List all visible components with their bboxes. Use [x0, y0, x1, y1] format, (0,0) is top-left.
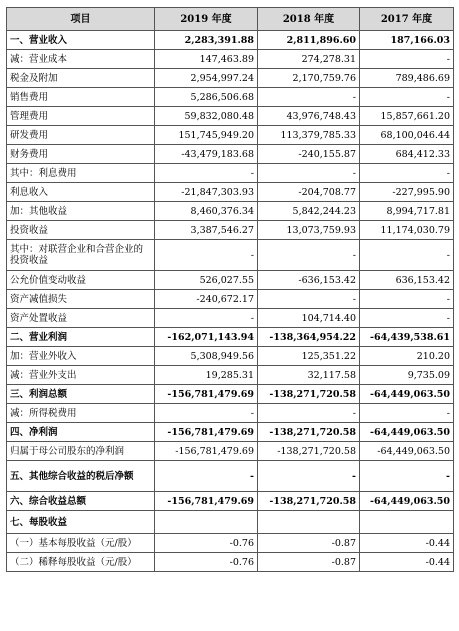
table-row	[7, 347, 454, 366]
value-2018: 274,278.31	[258, 50, 360, 69]
row-label: 二、营业利润	[7, 328, 155, 347]
table-row	[7, 553, 454, 572]
table-row	[7, 366, 454, 385]
row-label: 一、营业收入	[7, 31, 155, 50]
table-row	[7, 183, 454, 202]
table-row	[7, 385, 454, 404]
table-row	[7, 145, 454, 164]
value-2019: -	[155, 461, 258, 492]
value-2017: -227,995.90	[360, 183, 454, 202]
value-2017: 11,174,030.79	[360, 221, 454, 240]
value-2017: -64,449,063.50	[360, 442, 454, 461]
table-row	[7, 534, 454, 553]
value-2019: 2,954,997.24	[155, 69, 258, 88]
row-label: 减：营业外支出	[7, 366, 155, 385]
value-2018: 43,976,748.43	[258, 107, 360, 126]
table-row	[7, 107, 454, 126]
value-2018: 113,379,785.33	[258, 126, 360, 145]
value-2018: -	[258, 404, 360, 423]
value-2018: -138,271,720.58	[258, 492, 360, 511]
value-2017: 684,412.33	[360, 145, 454, 164]
value-2017: 636,153.42	[360, 271, 454, 290]
value-2018: -138,271,720.58	[258, 385, 360, 404]
value-2018: -636,153.42	[258, 271, 360, 290]
row-label: 归属于母公司股东的净利润	[7, 442, 155, 461]
value-2017: -64,439,538.61	[360, 328, 454, 347]
value-2017: -	[360, 50, 454, 69]
row-label: （二）稀释每股收益（元/股）	[7, 553, 155, 572]
value-2019: -	[155, 164, 258, 183]
value-2019: 19,285.31	[155, 366, 258, 385]
value-2017: -	[360, 240, 454, 271]
value-2018: 2,170,759.76	[258, 69, 360, 88]
value-2018: 5,842,244.23	[258, 202, 360, 221]
table-row	[7, 492, 454, 511]
value-2019: 2,283,391.88	[155, 31, 258, 50]
value-2018: -	[258, 461, 360, 492]
table-row	[7, 164, 454, 183]
value-2018: -138,271,720.58	[258, 442, 360, 461]
row-label: 资产减值损失	[7, 290, 155, 309]
value-2017: 15,857,661.20	[360, 107, 454, 126]
value-2018: 104,714.40	[258, 309, 360, 328]
value-2019: 59,832,080.48	[155, 107, 258, 126]
table-row	[7, 50, 454, 69]
table-row	[7, 202, 454, 221]
value-2019: -240,672.17	[155, 290, 258, 309]
table-row	[7, 511, 454, 534]
value-2019: -156,781,479.69	[155, 423, 258, 442]
table-row	[7, 309, 454, 328]
row-label: 减：营业成本	[7, 50, 155, 69]
value-2019: -	[155, 240, 258, 271]
value-2019: -0.76	[155, 553, 258, 572]
value-2018	[258, 511, 360, 534]
table-row	[7, 31, 454, 50]
value-2018: -138,364,954.22	[258, 328, 360, 347]
income-statement-sheet	[6, 7, 453, 572]
row-label: 投资收益	[7, 221, 155, 240]
income-statement-table	[6, 7, 454, 572]
value-2019: -162,071,143.94	[155, 328, 258, 347]
value-2019: 147,463.89	[155, 50, 258, 69]
value-2017: 9,735.09	[360, 366, 454, 385]
value-2018: 32,117.58	[258, 366, 360, 385]
value-2019: -156,781,479.69	[155, 385, 258, 404]
table-row	[7, 88, 454, 107]
value-2018: -138,271,720.58	[258, 423, 360, 442]
row-label: 资产处置收益	[7, 309, 155, 328]
value-2019: -	[155, 404, 258, 423]
row-label: 六、综合收益总额	[7, 492, 155, 511]
value-2019: -0.76	[155, 534, 258, 553]
table-row	[7, 423, 454, 442]
row-label: 财务费用	[7, 145, 155, 164]
table-row	[7, 461, 454, 492]
header-2019: 2019 年度	[155, 8, 258, 31]
header-row	[7, 8, 454, 31]
value-2018: -	[258, 164, 360, 183]
table-row	[7, 240, 454, 271]
value-2018: -240,155.87	[258, 145, 360, 164]
table-row	[7, 404, 454, 423]
value-2019: -	[155, 309, 258, 328]
value-2017: -64,449,063.50	[360, 385, 454, 404]
row-label: 其中：利息费用	[7, 164, 155, 183]
row-label: 销售费用	[7, 88, 155, 107]
value-2018: -	[258, 240, 360, 271]
value-2019: 526,027.55	[155, 271, 258, 290]
value-2018: 2,811,896.60	[258, 31, 360, 50]
row-label: 七、每股收益	[7, 511, 155, 534]
value-2017: -64,449,063.50	[360, 423, 454, 442]
row-label: （一）基本每股收益（元/股）	[7, 534, 155, 553]
row-label: 利息收入	[7, 183, 155, 202]
value-2017: 68,100,046.44	[360, 126, 454, 145]
value-2017	[360, 511, 454, 534]
value-2019: -21,847,303.93	[155, 183, 258, 202]
value-2019: 3,387,546.27	[155, 221, 258, 240]
value-2018: -0.87	[258, 534, 360, 553]
value-2018: -	[258, 88, 360, 107]
row-label: 公允价值变动收益	[7, 271, 155, 290]
value-2018: -204,708.77	[258, 183, 360, 202]
table-row	[7, 69, 454, 88]
table-row	[7, 126, 454, 145]
header-item: 项目	[7, 8, 155, 31]
table-row	[7, 290, 454, 309]
value-2017: 210.20	[360, 347, 454, 366]
value-2017: -	[360, 290, 454, 309]
row-label: 加：其他收益	[7, 202, 155, 221]
header-2018: 2018 年度	[258, 8, 360, 31]
value-2017: -64,449,063.50	[360, 492, 454, 511]
value-2019	[155, 511, 258, 534]
table-row	[7, 221, 454, 240]
value-2017: 187,166.03	[360, 31, 454, 50]
table-body	[7, 31, 454, 572]
value-2019: 8,460,376.34	[155, 202, 258, 221]
value-2017: 8,994,717.81	[360, 202, 454, 221]
value-2019: 5,308,949.56	[155, 347, 258, 366]
value-2019: -156,781,479.69	[155, 492, 258, 511]
value-2018: -	[258, 290, 360, 309]
row-label: 其中：对联营企业和合营企业的投资收益	[7, 240, 155, 271]
value-2019: -156,781,479.69	[155, 442, 258, 461]
value-2017: -	[360, 309, 454, 328]
table-row	[7, 271, 454, 290]
value-2019: 5,286,506.68	[155, 88, 258, 107]
value-2017: -0.44	[360, 534, 454, 553]
header-2017: 2017 年度	[360, 8, 454, 31]
row-label: 税金及附加	[7, 69, 155, 88]
table-row	[7, 328, 454, 347]
value-2017: -	[360, 164, 454, 183]
row-label: 三、利润总额	[7, 385, 155, 404]
value-2017: -	[360, 461, 454, 492]
row-label: 加：营业外收入	[7, 347, 155, 366]
row-label: 研发费用	[7, 126, 155, 145]
value-2018: 125,351.22	[258, 347, 360, 366]
value-2017: -0.44	[360, 553, 454, 572]
value-2018: -0.87	[258, 553, 360, 572]
value-2017: -	[360, 404, 454, 423]
row-label: 五、其他综合收益的税后净额	[7, 461, 155, 492]
row-label: 管理费用	[7, 107, 155, 126]
value-2019: 151,745,949.20	[155, 126, 258, 145]
value-2017: -	[360, 88, 454, 107]
value-2018: 13,073,759.93	[258, 221, 360, 240]
table-row	[7, 442, 454, 461]
row-label: 减：所得税费用	[7, 404, 155, 423]
value-2017: 789,486.69	[360, 69, 454, 88]
value-2019: -43,479,183.68	[155, 145, 258, 164]
row-label: 四、净利润	[7, 423, 155, 442]
